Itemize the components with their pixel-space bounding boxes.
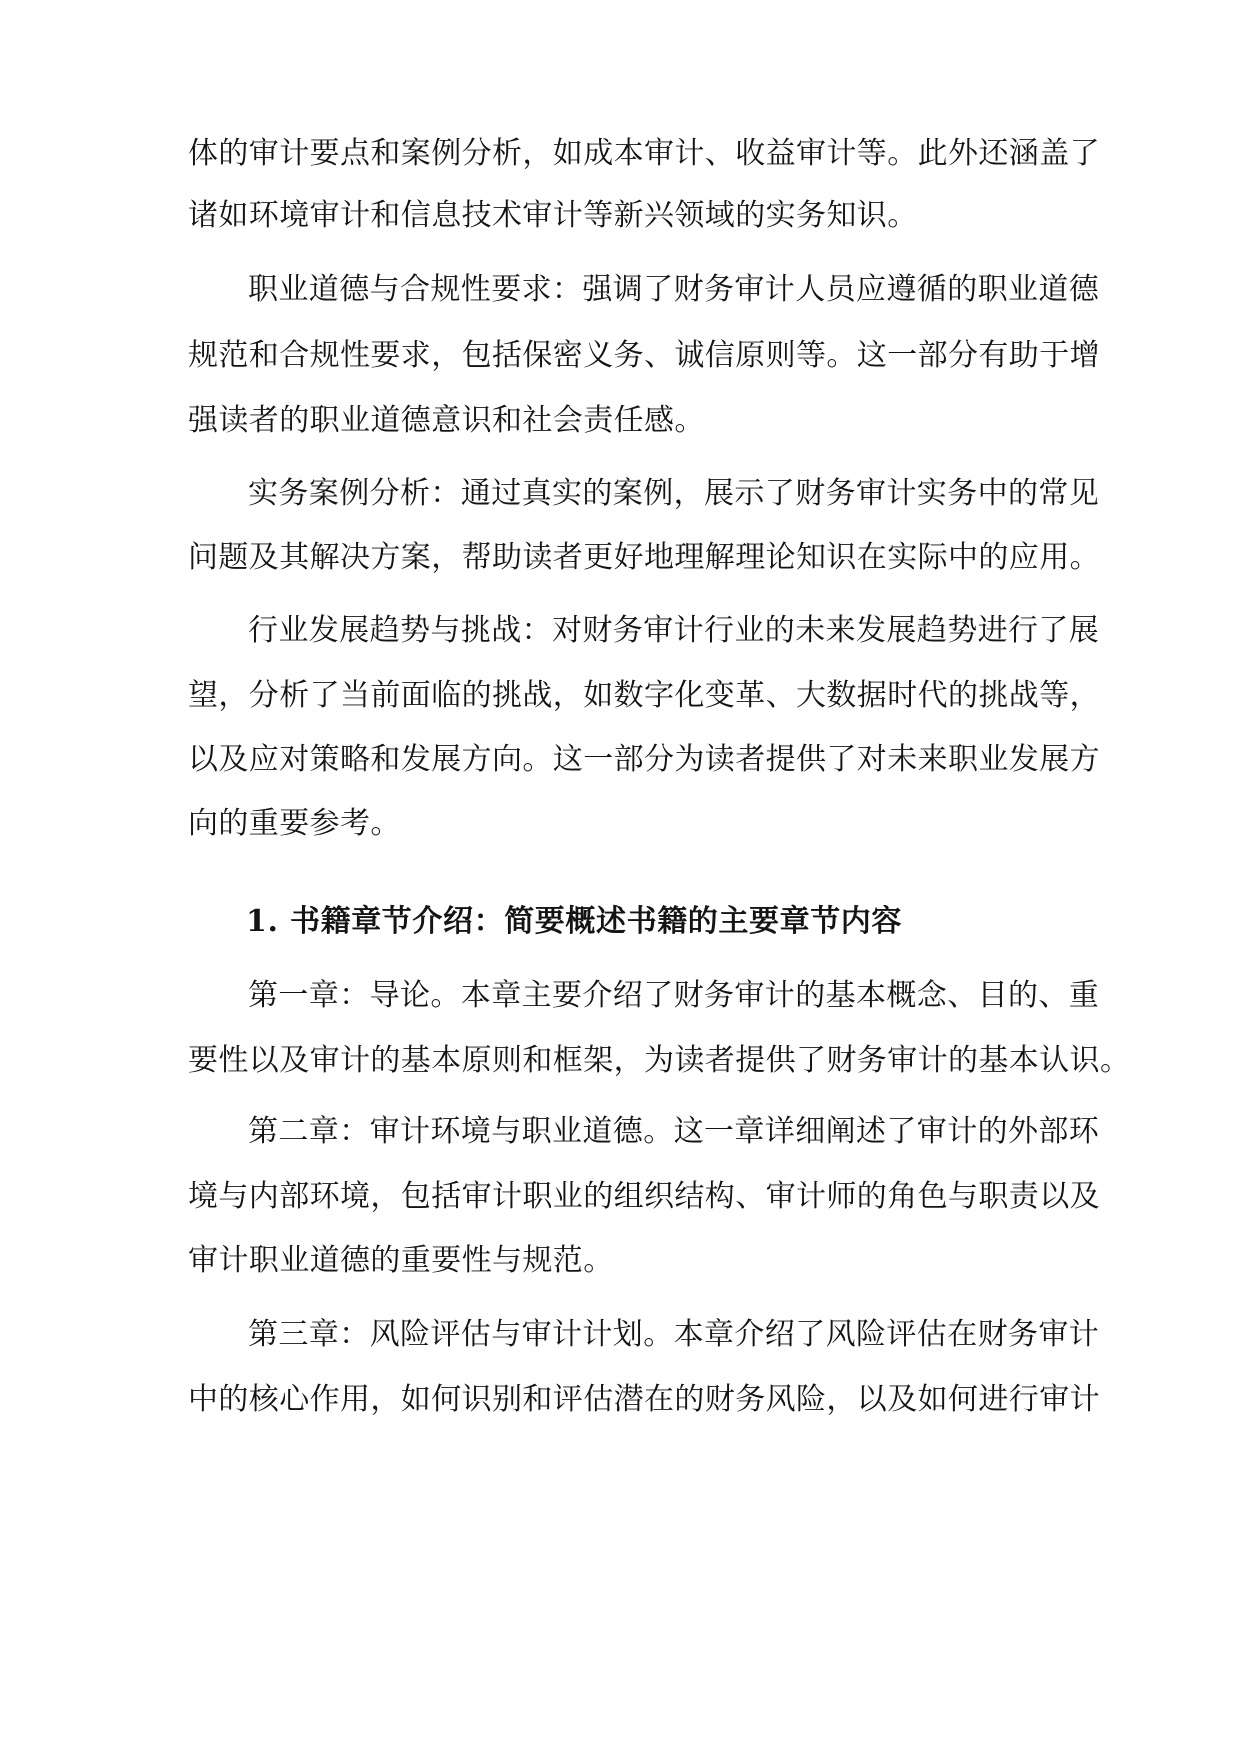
paragraph-line: 强读者的职业道德意识和社会责任感。 [188,403,705,438]
paragraph-line: 第一章：导论。本章主要介绍了财务审计的基本概念、目的、重 [248,978,1100,1013]
paragraph-line: 问题及其解决方案，帮助读者更好地理解理论知识在实际中的应用。 [188,540,1100,575]
paragraph-line: 要性以及审计的基本原则和框架，为读者提供了财务审计的基本认识。 [188,1043,1131,1078]
paragraph-line: 实务案例分析：通过真实的案例，展示了财务审计实务中的常见 [248,476,1100,511]
paragraph-line: 向的重要参考。 [188,806,401,841]
paragraph-line: 诸如环境审计和信息技术审计等新兴领域的实务知识。 [188,198,918,233]
paragraph-line: 行业发展趋势与挑战：对财务审计行业的未来发展趋势进行了展 [248,613,1100,648]
paragraph-line: 境与内部环境，包括审计职业的组织结构、审计师的角色与职责以及 [188,1179,1100,1214]
section-heading [246,902,902,942]
paragraph-line: 第二章：审计环境与职业道德。这一章详细阐述了审计的外部环 [248,1114,1100,1149]
paragraph-line: 望，分析了当前面临的挑战，如数字化变革、大数据时代的挑战等， [188,678,1100,713]
paragraph-line: 职业道德与合规性要求：强调了财务审计人员应遵循的职业道德 [248,272,1100,307]
paragraph-line: 中的核心作用，如何识别和评估潜在的财务风险，以及如何进行审计 [188,1382,1100,1417]
heading-text: 书籍章节介绍：简要概述书籍的主要章节内容 [290,904,902,939]
paragraph-line: 审计职业道德的重要性与规范。 [188,1243,614,1278]
paragraph-line: 以及应对策略和发展方向。这一部分为读者提供了对未来职业发展方 [188,742,1100,777]
paragraph-line: 体的审计要点和案例分析，如成本审计、收益审计等。此外还涵盖了 [188,136,1100,171]
paragraph-line: 第三章：风险评估与审计计划。本章介绍了风险评估在财务审计 [248,1317,1100,1352]
heading-number: 1. [246,904,279,939]
paragraph-line: 规范和合规性要求，包括保密义务、诚信原则等。这一部分有助于增 [188,338,1100,373]
